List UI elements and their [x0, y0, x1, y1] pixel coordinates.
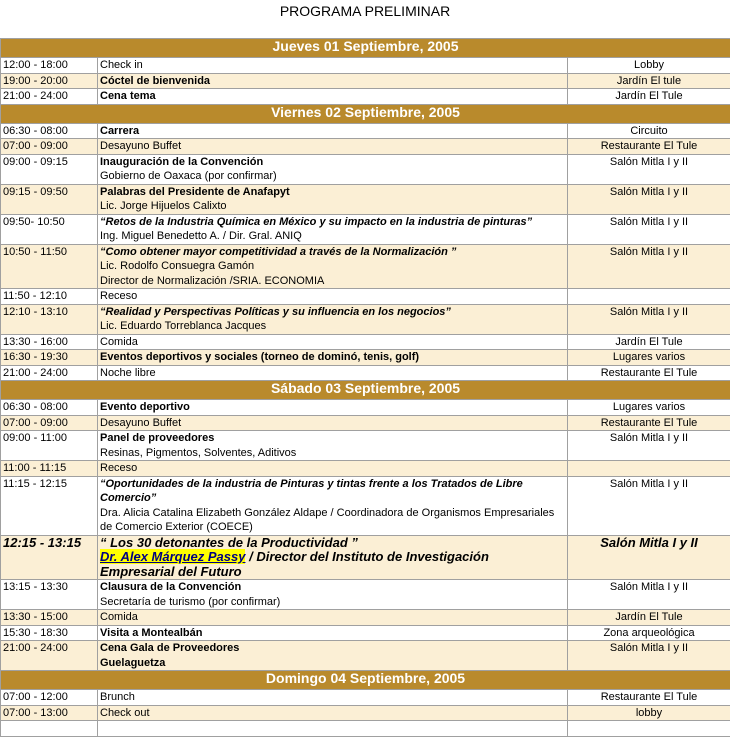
location-cell	[568, 461, 730, 477]
location-cell: Jardín El Tule	[568, 334, 730, 350]
schedule-row	[1, 461, 730, 477]
location-cell: Restaurante El Tule	[568, 365, 730, 381]
location-cell: Salón Mitla I y II	[568, 214, 730, 244]
time-cell: 19:00 - 20:00	[1, 73, 98, 89]
event-title: “Oportunidades de la industria de Pinturas y tintas frente a los Tratados de Libre Comercio”	[100, 477, 523, 504]
event-detail: Dra. Alicia Catalina Elizabeth González Aldape / Coordinadora de Organismos Empresariales de Comercio Exterior (COECE)	[100, 506, 555, 533]
location-cell: Zona arqueológica	[568, 625, 730, 641]
schedule-row	[1, 154, 730, 184]
speaker-line	[100, 550, 565, 579]
event-cell	[98, 139, 568, 155]
schedule-row	[1, 641, 730, 671]
schedule-row	[1, 610, 730, 626]
event-cell	[98, 244, 568, 289]
event-cell	[98, 184, 568, 214]
schedule-row	[1, 89, 730, 105]
time-cell: 07:00 - 09:00	[1, 139, 98, 155]
time-cell: 13:30 - 15:00	[1, 610, 98, 626]
time-cell: 09:00 - 11:00	[1, 431, 98, 461]
event-cell	[98, 721, 568, 737]
time-cell: 13:30 - 16:00	[1, 334, 98, 350]
time-cell: 07:00 - 13:00	[1, 705, 98, 721]
time-cell: 11:50 - 12:10	[1, 289, 98, 305]
event-title: Cena Gala de Proveedores	[100, 642, 240, 654]
event-cell	[98, 461, 568, 477]
event-title: Brunch	[100, 691, 135, 703]
schedule-row	[1, 334, 730, 350]
event-title: Noche libre	[100, 366, 156, 379]
event-title: Palabras del Presidente de Anafapyt	[100, 185, 290, 198]
day-header-row	[1, 39, 730, 58]
time-cell: 13:15 - 13:30	[1, 580, 98, 610]
schedule-row	[1, 214, 730, 244]
event-detail: Gobierno de Oaxaca (por confirmar)	[100, 170, 277, 182]
event-title: Evento deportivo	[100, 401, 190, 413]
location-cell	[568, 289, 730, 305]
event-title: “Realidad y Perspectivas Políticas y su influencia en los negocios”	[100, 305, 451, 318]
location-cell: Salón Mitla I y II	[568, 641, 730, 671]
location-cell: Salón Mitla I y II	[568, 476, 730, 535]
location-cell: Salón Mitla I y II	[568, 244, 730, 289]
event-cell	[98, 431, 568, 461]
schedule-row	[1, 184, 730, 214]
event-title: “Retos de la Industria Química en México y su impacto en la industria de pinturas”	[100, 215, 533, 228]
schedule-row	[1, 705, 730, 721]
time-cell: 12:10 - 13:10	[1, 304, 98, 334]
event-detail: Resinas, Pigmentos, Solventes, Aditivos	[100, 446, 297, 459]
event-title: Clausura de la Convención	[100, 581, 242, 593]
time-cell: 09:00 - 09:15	[1, 154, 98, 184]
time-cell: 21:00 - 24:00	[1, 641, 98, 671]
time-cell: 09:15 - 09:50	[1, 184, 98, 214]
event-title: Inauguración de la Convención	[100, 155, 264, 168]
event-title: Check out	[100, 706, 150, 719]
event-detail: Guelaguetza	[100, 656, 166, 669]
schedule-row	[1, 73, 730, 89]
event-cell	[98, 214, 568, 244]
schedule-row	[1, 139, 730, 155]
schedule-table	[0, 38, 730, 737]
event-detail: Lic. Rodolfo Consuegra Gamón	[100, 260, 255, 272]
event-cell	[98, 476, 568, 535]
event-cell	[98, 625, 568, 641]
time-cell: 06:30 - 08:00	[1, 123, 98, 139]
schedule-row	[1, 721, 730, 737]
schedule-row	[1, 123, 730, 139]
speaker-name-link[interactable]: Dr. Alex Márquez Passy	[100, 549, 246, 564]
schedule-row	[1, 350, 730, 366]
location-cell: Salón Mitla I y II	[568, 535, 730, 580]
event-title: Receso	[100, 290, 138, 302]
time-cell: 15:30 - 18:30	[1, 625, 98, 641]
event-cell	[98, 705, 568, 721]
event-title: Visita a Montealbán	[100, 626, 203, 639]
day-header-row	[1, 104, 730, 123]
day-header-row	[1, 381, 730, 400]
time-cell: 12:15 - 13:15	[1, 535, 98, 580]
event-title: Cóctel de bienvenida	[100, 74, 211, 87]
time-cell	[1, 721, 98, 737]
time-cell: 07:00 - 09:00	[1, 415, 98, 431]
event-title: Carrera	[100, 124, 140, 137]
event-detail: Director de Normalización /SRIA. ECONOMIA	[100, 274, 325, 287]
schedule-row	[1, 400, 730, 416]
event-title: Panel de proveedores	[100, 432, 215, 444]
time-cell: 12:00 - 18:00	[1, 58, 98, 74]
event-title: Comida	[100, 611, 138, 623]
event-cell	[98, 289, 568, 305]
location-cell: Jardín El Tule	[568, 610, 730, 626]
event-title: Eventos deportivos y sociales (torneo de dominó, tenis, golf)	[100, 351, 420, 363]
time-cell: 10:50 - 11:50	[1, 244, 98, 289]
time-cell: 06:30 - 08:00	[1, 400, 98, 416]
event-title: Check in	[100, 59, 143, 71]
location-cell: Restaurante El Tule	[568, 139, 730, 155]
speaker-role: / Director del Instituto de Investigación Empresarial del Futuro	[100, 549, 489, 579]
event-cell	[98, 304, 568, 334]
event-title: Desayuno Buffet	[100, 140, 182, 152]
location-cell: Salón Mitla I y II	[568, 184, 730, 214]
location-cell: Circuito	[568, 123, 730, 139]
event-cell	[98, 58, 568, 74]
event-cell	[98, 535, 568, 580]
schedule-row	[1, 58, 730, 74]
time-cell: 21:00 - 24:00	[1, 89, 98, 105]
event-cell	[98, 334, 568, 350]
schedule-row	[1, 690, 730, 706]
time-cell: 16:30 - 19:30	[1, 350, 98, 366]
schedule-row	[1, 244, 730, 289]
event-cell	[98, 580, 568, 610]
event-cell	[98, 123, 568, 139]
location-cell: Salón Mitla I y II	[568, 154, 730, 184]
event-detail: Lic. Eduardo Torreblanca Jacques	[100, 320, 267, 332]
location-cell: lobby	[568, 705, 730, 721]
location-cell: Lugares varios	[568, 400, 730, 416]
event-cell	[98, 690, 568, 706]
location-cell: Lugares varios	[568, 350, 730, 366]
event-detail: Lic. Jorge Hijuelos Calixto	[100, 200, 227, 212]
schedule-row	[1, 365, 730, 381]
page-title: PROGRAMA PRELIMINAR	[279, 3, 451, 19]
event-cell	[98, 641, 568, 671]
location-cell	[568, 721, 730, 737]
schedule-row	[1, 625, 730, 641]
schedule-row	[1, 431, 730, 461]
schedule-row	[1, 304, 730, 334]
event-cell	[98, 350, 568, 366]
day-header: Jueves 01 Septiembre, 2005	[1, 39, 730, 58]
event-title: Comida	[100, 335, 138, 348]
event-title: “Como obtener mayor competitividad a través de la Normalización ”	[100, 245, 457, 258]
day-header-row	[1, 671, 730, 690]
event-cell	[98, 610, 568, 626]
location-cell: Lobby	[568, 58, 730, 74]
event-cell	[98, 365, 568, 381]
event-title: Cena tema	[100, 90, 156, 102]
schedule-row	[1, 476, 730, 535]
event-detail: Secretaría de turismo (por confirmar)	[100, 595, 281, 608]
location-cell: Salón Mitla I y II	[568, 304, 730, 334]
location-cell: Jardín El Tule	[568, 89, 730, 105]
day-header: Viernes 02 Septiembre, 2005	[1, 104, 730, 123]
schedule-row	[1, 289, 730, 305]
event-title: Desayuno Buffet	[100, 416, 182, 429]
event-detail: Ing. Miguel Benedetto A. / Dir. Gral. ANIQ	[100, 230, 302, 242]
location-cell: Restaurante El Tule	[568, 690, 730, 706]
location-cell: Salón Mitla I y II	[568, 431, 730, 461]
schedule-row	[1, 580, 730, 610]
event-title: Receso	[100, 462, 138, 474]
location-cell: Salón Mitla I y II	[568, 580, 730, 610]
time-cell: 21:00 - 24:00	[1, 365, 98, 381]
time-cell: 11:00 - 11:15	[1, 461, 98, 477]
day-header: Domingo 04 Septiembre, 2005	[1, 671, 730, 690]
schedule-row	[1, 535, 730, 580]
day-header: Sábado 03 Septiembre, 2005	[1, 381, 730, 400]
event-cell	[98, 73, 568, 89]
location-cell: Jardín El tule	[568, 73, 730, 89]
event-cell	[98, 89, 568, 105]
schedule-row	[1, 415, 730, 431]
event-title: “ Los 30 detonantes de la Productividad ”	[100, 535, 358, 550]
time-cell: 09:50- 10:50	[1, 214, 98, 244]
event-cell	[98, 154, 568, 184]
event-cell	[98, 415, 568, 431]
time-cell: 07:00 - 12:00	[1, 690, 98, 706]
time-cell: 11:15 - 12:15	[1, 476, 98, 535]
event-cell	[98, 400, 568, 416]
location-cell: Restaurante El Tule	[568, 415, 730, 431]
